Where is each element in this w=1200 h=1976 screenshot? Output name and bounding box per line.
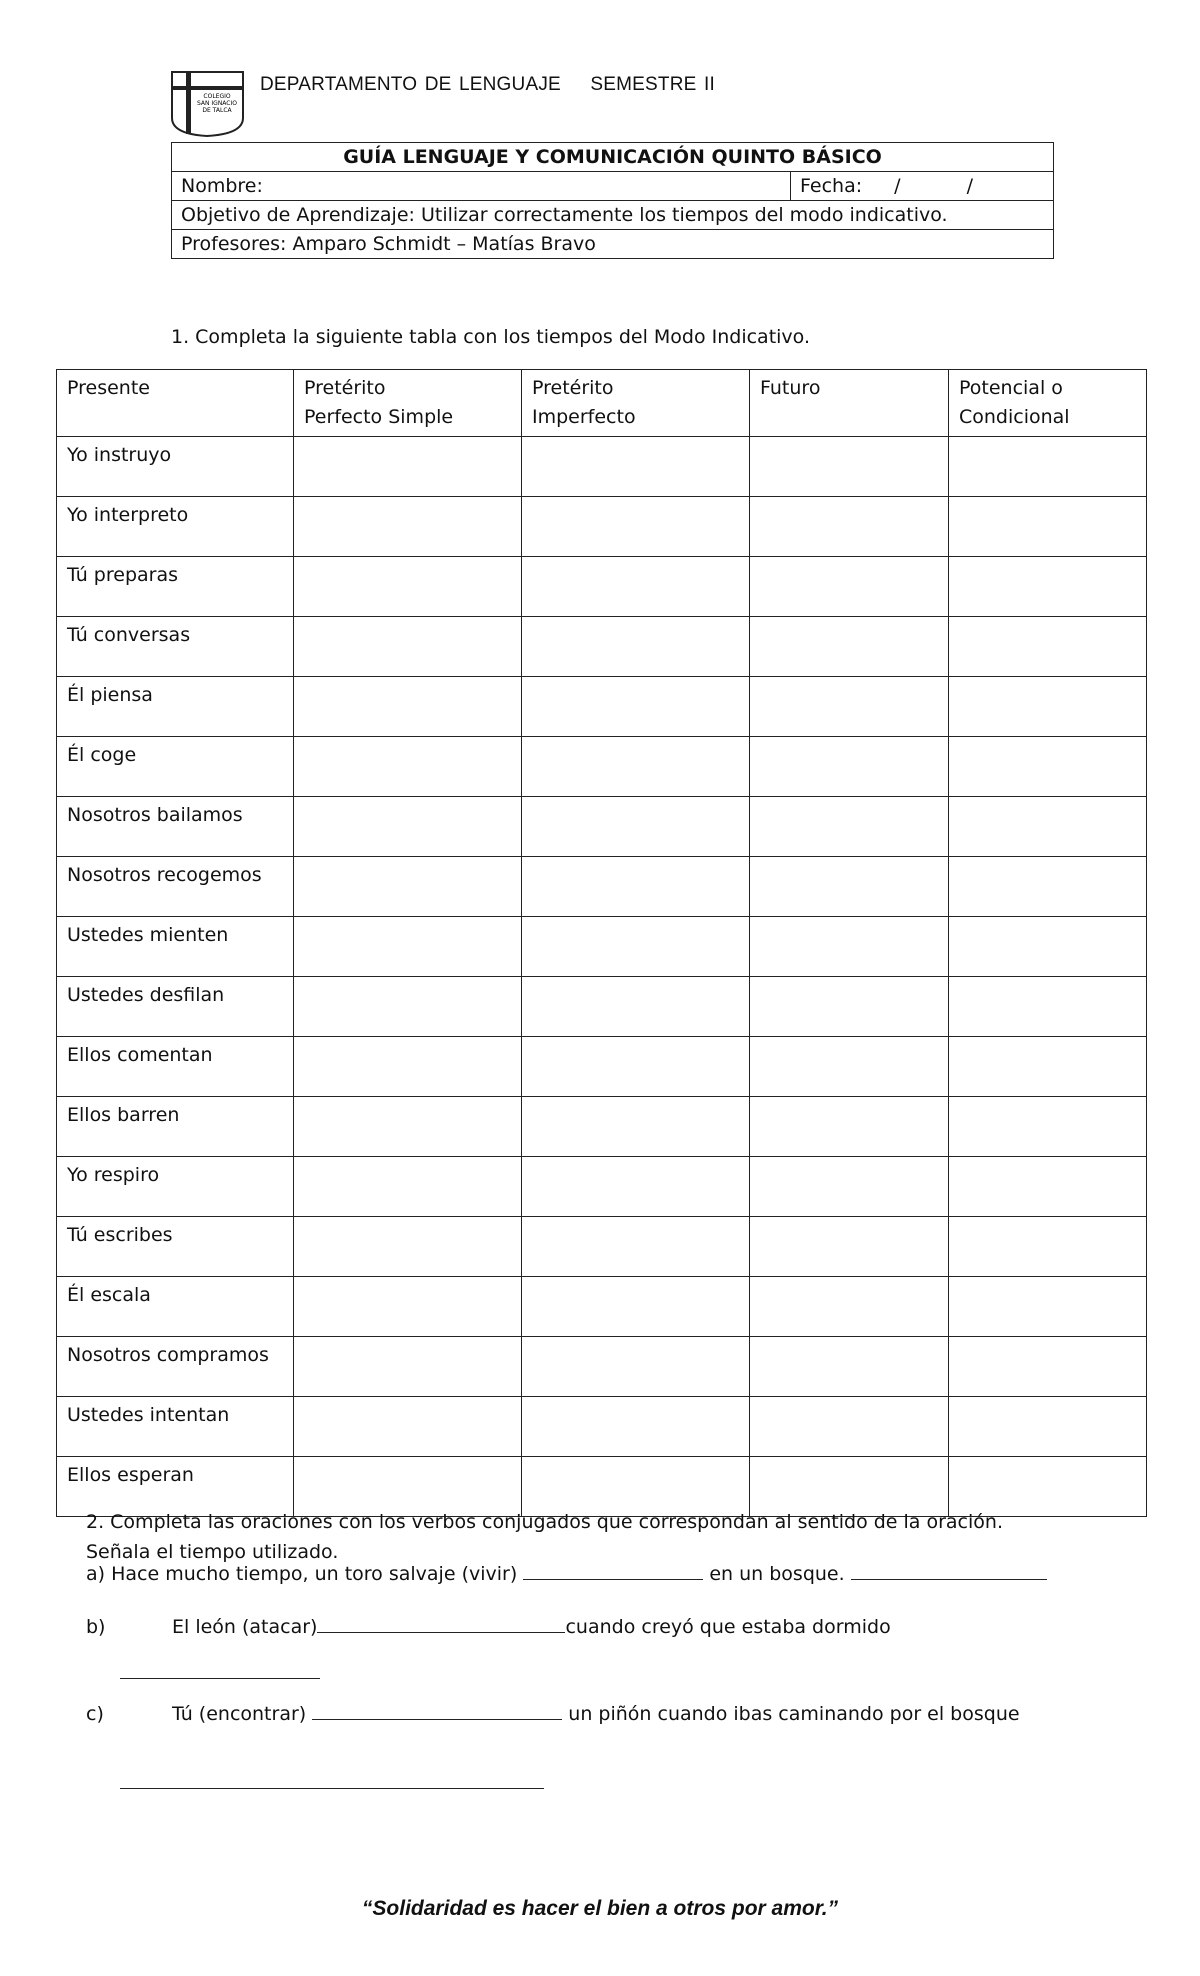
answer-cell[interactable]: [949, 1097, 1147, 1157]
table-row: [57, 917, 1147, 977]
answer-cell[interactable]: [294, 797, 522, 857]
answer-cell[interactable]: [294, 497, 522, 557]
answer-cell[interactable]: [949, 437, 1147, 497]
answer-cell[interactable]: [750, 437, 949, 497]
exercise2-instruction-line2: Señala el tiempo utilizado.: [86, 1541, 339, 1563]
verb-cell: Él coge: [57, 737, 294, 797]
answer-cell[interactable]: [294, 977, 522, 1037]
col-header-line: Futuro: [760, 377, 821, 399]
answer-cell[interactable]: [949, 1397, 1147, 1457]
verb-cell: Yo interpreto: [57, 497, 294, 557]
answer-cell[interactable]: [750, 797, 949, 857]
sentence-b-blank-tense[interactable]: [120, 1658, 320, 1679]
answer-cell[interactable]: [750, 1397, 949, 1457]
answer-cell[interactable]: [294, 617, 522, 677]
department-label: DEPARTAMENTO DE LENGUAJE: [260, 74, 561, 95]
table-row: [57, 437, 1147, 497]
date-sep-2: /: [966, 175, 974, 197]
answer-cell[interactable]: [750, 497, 949, 557]
sentence-b-text1: El león (atacar): [172, 1616, 318, 1638]
sentence-b: [86, 1612, 891, 1638]
answer-cell[interactable]: [522, 1157, 750, 1217]
sentence-a-text1: a) Hace mucho tiempo, un toro salvaje (vivir): [86, 1563, 518, 1585]
date-sep-1: /: [894, 175, 901, 197]
answer-cell[interactable]: [949, 917, 1147, 977]
verb-cell: Ustedes mienten: [57, 917, 294, 977]
table-row: [57, 797, 1147, 857]
answer-cell[interactable]: [949, 857, 1147, 917]
verb-cell: Tú conversas: [57, 617, 294, 677]
table-row: [57, 677, 1147, 737]
table-body: [57, 437, 1147, 1517]
answer-cell[interactable]: [522, 677, 750, 737]
col-header: [750, 370, 949, 437]
answer-cell[interactable]: [750, 1337, 949, 1397]
verb-cell: Ellos esperan: [57, 1457, 294, 1517]
verb-cell: Él escala: [57, 1277, 294, 1337]
table-row: [57, 1337, 1147, 1397]
answer-cell[interactable]: [522, 1037, 750, 1097]
table-row: [57, 1217, 1147, 1277]
verb-cell: Nosotros bailamos: [57, 797, 294, 857]
verb-cell: Yo instruyo: [57, 437, 294, 497]
col-header: [949, 370, 1147, 437]
answer-cell[interactable]: [522, 557, 750, 617]
answer-cell[interactable]: [750, 1277, 949, 1337]
date-field[interactable]: [791, 172, 1054, 201]
verb-cell: Ustedes desfilan: [57, 977, 294, 1037]
answer-cell[interactable]: [522, 1277, 750, 1337]
exercise2-instruction: [86, 1507, 1003, 1567]
objective: Objetivo de Aprendizaje: Utilizar correctamente los tiempos del modo indicativo.: [172, 201, 1054, 230]
answer-cell[interactable]: [294, 737, 522, 797]
answer-cell[interactable]: [750, 857, 949, 917]
table-row: [57, 557, 1147, 617]
table-row: [57, 1397, 1147, 1457]
verb-cell: Él piensa: [57, 677, 294, 737]
answer-cell[interactable]: [750, 1097, 949, 1157]
answer-cell[interactable]: [750, 557, 949, 617]
answer-cell[interactable]: [949, 797, 1147, 857]
worksheet-title: GUÍA LENGUAJE Y COMUNICACIÓN QUINTO BÁSICO: [172, 143, 1054, 172]
table-header-row: [57, 370, 1147, 437]
table-row: [57, 617, 1147, 677]
footer-motto: “Solidaridad es hacer el bien a otros por amor.”: [361, 1897, 839, 1920]
answer-cell[interactable]: [522, 497, 750, 557]
sentence-c-blank-tense[interactable]: [120, 1768, 544, 1789]
answer-cell[interactable]: [949, 557, 1147, 617]
answer-cell[interactable]: [949, 1337, 1147, 1397]
verb-cell: Yo respiro: [57, 1157, 294, 1217]
answer-cell[interactable]: [294, 917, 522, 977]
answer-cell[interactable]: [750, 1037, 949, 1097]
table-row: [57, 977, 1147, 1037]
table-row: [57, 1277, 1147, 1337]
answer-cell[interactable]: [949, 977, 1147, 1037]
table-row: [57, 857, 1147, 917]
col-header-line: Potencial o: [959, 377, 1063, 399]
answer-cell[interactable]: [522, 437, 750, 497]
col-header: [57, 370, 294, 437]
sentence-c-letter: c): [86, 1703, 104, 1725]
conjugation-table: [56, 369, 1147, 1517]
sentence-a: [86, 1559, 1047, 1585]
logo-text-1: COLEGIO: [203, 93, 231, 100]
table-row: [57, 1157, 1147, 1217]
answer-cell[interactable]: [522, 977, 750, 1037]
sentence-c-text1: Tú (encontrar): [172, 1703, 307, 1725]
name-field[interactable]: [172, 172, 791, 201]
answer-cell[interactable]: [949, 617, 1147, 677]
answer-cell[interactable]: [522, 617, 750, 677]
col-header-line: Pretérito: [304, 377, 386, 399]
sentence-b-text2: cuando creyó que estaba dormido: [565, 1616, 891, 1638]
col-header: [294, 370, 522, 437]
sentence-c: [86, 1699, 1020, 1725]
sentence-c-text2: un piñón cuando ibas caminando por el bosque: [568, 1703, 1020, 1725]
answer-cell[interactable]: [750, 677, 949, 737]
logo-text-3: DE TALCA: [202, 107, 232, 114]
verb-cell: Ellos comentan: [57, 1037, 294, 1097]
sentence-a-text2: en un bosque.: [709, 1563, 845, 1585]
teachers: Profesores: Amparo Schmidt – Matías Bravo: [172, 230, 1054, 259]
answer-cell[interactable]: [294, 1337, 522, 1397]
answer-cell[interactable]: [294, 1037, 522, 1097]
answer-cell[interactable]: [522, 1397, 750, 1457]
answer-cell[interactable]: [522, 917, 750, 977]
answer-cell[interactable]: [294, 1217, 522, 1277]
sentence-b-letter: b): [86, 1616, 106, 1638]
answer-cell[interactable]: [294, 1397, 522, 1457]
answer-cell[interactable]: [949, 737, 1147, 797]
answer-cell[interactable]: [522, 1337, 750, 1397]
exercise1-instruction: 1. Completa la siguiente tabla con los tiempos del Modo Indicativo.: [171, 326, 811, 348]
answer-cell[interactable]: [750, 737, 949, 797]
answer-cell[interactable]: [522, 737, 750, 797]
answer-cell[interactable]: [294, 1277, 522, 1337]
logo-text-2: SAN IGNACIO: [196, 100, 238, 107]
answer-cell[interactable]: [949, 1277, 1147, 1337]
sentence-a-blank-verb[interactable]: [523, 1559, 703, 1580]
table-row: [57, 737, 1147, 797]
date-label: Fecha:: [800, 175, 863, 197]
col-header: [522, 370, 750, 437]
answer-cell[interactable]: [949, 1217, 1147, 1277]
answer-cell[interactable]: [949, 1157, 1147, 1217]
answer-cell[interactable]: [750, 617, 949, 677]
school-logo: [170, 70, 245, 138]
semester-label: SEMESTRE II: [590, 74, 715, 95]
sentence-c-blank-verb[interactable]: [312, 1699, 562, 1720]
col-header-line: Presente: [67, 377, 150, 399]
answer-cell[interactable]: [294, 1157, 522, 1217]
answer-cell[interactable]: [949, 497, 1147, 557]
answer-cell[interactable]: [294, 677, 522, 737]
answer-cell[interactable]: [949, 1037, 1147, 1097]
answer-cell[interactable]: [949, 677, 1147, 737]
sentence-a-blank-tense[interactable]: [851, 1559, 1047, 1580]
answer-cell[interactable]: [294, 557, 522, 617]
name-label: Nombre:: [181, 175, 263, 197]
answer-cell[interactable]: [294, 1097, 522, 1157]
answer-cell[interactable]: [522, 857, 750, 917]
exercise2-instruction-line1: 2. Completa las oraciones con los verbos conjugados que correspondan al sentido de la oración.: [86, 1511, 1003, 1533]
answer-cell[interactable]: [294, 857, 522, 917]
verb-cell: Nosotros recogemos: [57, 857, 294, 917]
col-header-line: Condicional: [959, 406, 1070, 428]
answer-cell[interactable]: [750, 917, 949, 977]
info-box: [171, 142, 1054, 259]
answer-cell[interactable]: [522, 1097, 750, 1157]
verb-cell: Nosotros compramos: [57, 1337, 294, 1397]
verb-cell: Ustedes intentan: [57, 1397, 294, 1457]
verb-cell: Ellos barren: [57, 1097, 294, 1157]
col-header-line: Pretérito: [532, 377, 614, 399]
col-header-line: Perfecto Simple: [304, 406, 454, 428]
answer-cell[interactable]: [750, 1217, 949, 1277]
answer-cell[interactable]: [522, 1217, 750, 1277]
verb-cell: Tú escribes: [57, 1217, 294, 1277]
col-header-line: Imperfecto: [532, 406, 636, 428]
answer-cell[interactable]: [294, 437, 522, 497]
answer-cell[interactable]: [522, 797, 750, 857]
sentence-b-blank-verb[interactable]: [317, 1612, 565, 1633]
answer-cell[interactable]: [750, 1157, 949, 1217]
answer-cell[interactable]: [750, 977, 949, 1037]
table-row: [57, 497, 1147, 557]
page-header: [260, 74, 715, 96]
table-row: [57, 1037, 1147, 1097]
verb-cell: Tú preparas: [57, 557, 294, 617]
table-row: [57, 1097, 1147, 1157]
